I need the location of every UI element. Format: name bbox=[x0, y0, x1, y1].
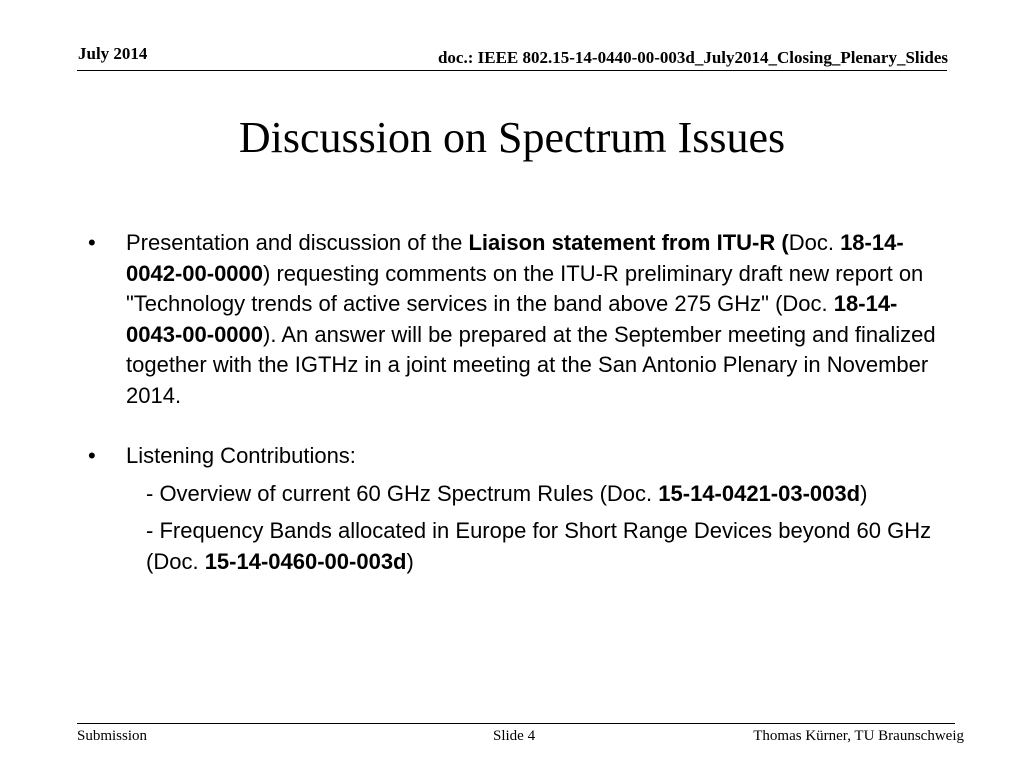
footer-submission: Submission bbox=[77, 728, 148, 744]
bullet-marker: • bbox=[88, 443, 96, 468]
sub-item-text: - Overview of current 60 GHz Spectrum Rules (Doc. bbox=[146, 480, 659, 506]
bullet-text: ) requesting comments on the ITU-R preliminary draft new report on "Technology trends of active services in the band above 275 GHz" (Doc. bbox=[126, 260, 924, 316]
header-doc-id: doc.: IEEE 802.15-14-0440-00-003d_July2014_Closing_Plenary_Slides bbox=[437, 48, 948, 67]
bullet-text: Listening Contributions: bbox=[126, 443, 356, 468]
bullet-listening-contributions bbox=[88, 441, 948, 472]
bullet-text: ). An answer will be prepared at the September meeting and finalized together with the IGTHz in a joint meeting at the San Antonio Plenary in November 2014. bbox=[126, 321, 936, 408]
doc-number: 15-14-0421-03-003d bbox=[658, 480, 861, 506]
sub-item-text: - Frequency Bands allocated in Europe for Short Range Devices beyond 60 GHz (Doc. bbox=[146, 518, 932, 574]
doc-number: 15-14-0460-00-003d bbox=[204, 548, 407, 574]
sub-item-europe-bands bbox=[146, 516, 948, 577]
bullet-bold-text: Liaison statement from ITU-R ( bbox=[468, 230, 789, 255]
bullet-text: Doc. bbox=[788, 230, 841, 255]
bullet-marker: • bbox=[88, 230, 96, 255]
slide-body bbox=[88, 228, 948, 577]
sub-item-text: ) bbox=[406, 548, 414, 574]
header-date: July 2014 bbox=[78, 44, 148, 63]
footer-divider bbox=[77, 723, 955, 724]
footer-slide-number: Slide 4 bbox=[493, 728, 536, 744]
header-divider bbox=[77, 70, 947, 71]
bullet-liaison-statement bbox=[88, 228, 948, 411]
sub-item-text: ) bbox=[860, 480, 868, 506]
sub-item-60ghz-rules bbox=[146, 479, 948, 510]
slide-title: Discussion on Spectrum Issues bbox=[238, 113, 786, 162]
footer-author: Thomas Kürner, TU Braunschweig bbox=[753, 728, 964, 744]
doc-number: 18-14-0042-00-0000 bbox=[126, 230, 904, 286]
doc-number: 18-14-0043-00-0000 bbox=[126, 291, 898, 347]
bullet-text: Presentation and discussion of the bbox=[126, 230, 469, 255]
